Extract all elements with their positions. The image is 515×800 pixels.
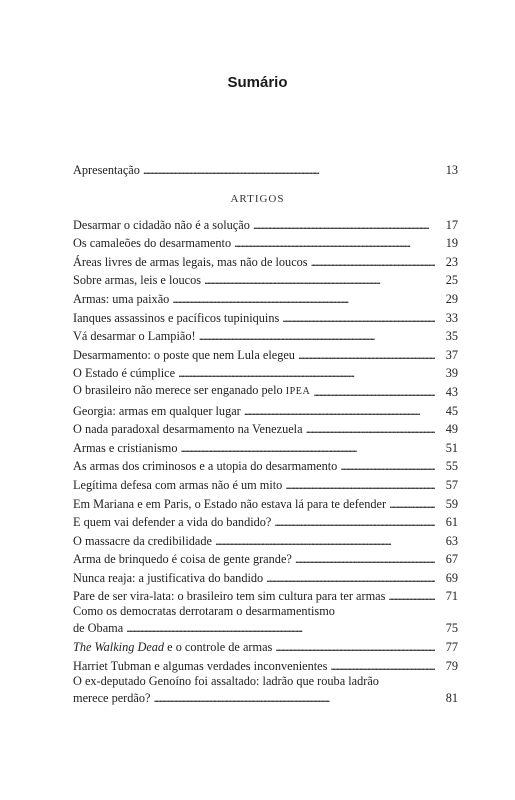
toc-entry-label: Armas e cristianismo bbox=[73, 440, 178, 455]
toc-entry-page: 51 bbox=[445, 440, 458, 455]
toc-entry-line2 bbox=[73, 619, 458, 635]
toc-entry bbox=[73, 603, 458, 635]
toc-entry bbox=[73, 492, 458, 511]
toc-entry-label: Em Mariana e em Paris, o Estado não estava lá para te defender bbox=[73, 496, 387, 511]
toc-entry-label bbox=[73, 640, 272, 654]
toc-entry-page: 43 bbox=[445, 384, 458, 399]
toc-entry-page: 57 bbox=[445, 477, 458, 492]
page-title: Sumário bbox=[227, 74, 288, 91]
toc-entry-page: 81 bbox=[445, 690, 458, 705]
leader-dots bbox=[311, 255, 435, 269]
toc-entry-label-line2: de Obama bbox=[73, 621, 124, 636]
italic-title: The Walking Dead bbox=[73, 640, 165, 655]
toc-entry-label-rest: e o controle de armas bbox=[164, 640, 273, 655]
leader-dots bbox=[306, 422, 435, 436]
toc-entry-page: 79 bbox=[445, 658, 458, 673]
toc-entry-label: Áreas livres de armas legais, mas não de loucos bbox=[73, 254, 308, 269]
toc-entry bbox=[73, 585, 458, 604]
toc-entry bbox=[73, 213, 458, 232]
leader-dots bbox=[285, 478, 435, 492]
toc-entry-label: O nada paradoxal desarmamento na Venezuela bbox=[73, 422, 303, 437]
toc-entry-page: 59 bbox=[445, 496, 458, 511]
toc-entry-label: Ianques assassinos e pacíficos tupiniquins bbox=[73, 310, 280, 325]
toc-entry-page: 13 bbox=[445, 162, 458, 177]
toc-entry-page: 33 bbox=[445, 310, 458, 325]
toc-entry bbox=[73, 325, 458, 344]
leader-dots bbox=[282, 311, 435, 325]
toc-entry bbox=[73, 511, 458, 530]
toc-entry bbox=[73, 380, 458, 399]
small-caps-acronym: IPEA bbox=[285, 385, 311, 397]
leader-dots bbox=[234, 236, 435, 250]
toc-entry bbox=[73, 399, 458, 418]
leader-dots bbox=[388, 589, 435, 603]
toc-list bbox=[73, 213, 458, 705]
leader-dots bbox=[266, 571, 435, 585]
leader-dots bbox=[244, 404, 435, 418]
leader-dots bbox=[215, 534, 435, 548]
toc-entry bbox=[73, 473, 458, 492]
leader-dots bbox=[199, 329, 435, 343]
toc-entry bbox=[73, 635, 458, 654]
toc-entry bbox=[73, 654, 458, 673]
toc-entry-label: O massacre da credibilidade bbox=[73, 533, 212, 548]
toc-entry bbox=[73, 306, 458, 325]
toc-entry-label: Desarmar o cidadão não é a solução bbox=[73, 217, 250, 232]
leader-dots bbox=[295, 552, 435, 566]
leader-dots bbox=[330, 659, 435, 673]
toc-entry-page: 67 bbox=[445, 552, 458, 567]
toc-entry-page: 39 bbox=[445, 366, 458, 381]
toc-intro bbox=[73, 158, 458, 177]
toc-entry bbox=[73, 250, 458, 269]
toc-entry-page: 29 bbox=[445, 291, 458, 306]
toc-entry-line2 bbox=[73, 689, 458, 705]
toc-entry-label-text: O brasileiro não merece ser enganado pelo bbox=[73, 382, 286, 397]
toc-entry-page: 63 bbox=[445, 533, 458, 548]
toc-entry-label: Nunca reaja: a justificativa do bandido bbox=[73, 570, 264, 585]
toc-entry-page: 71 bbox=[445, 589, 458, 604]
toc-entry-label: Pare de ser vira-lata: o brasileiro tem sim cultura para ter armas bbox=[73, 589, 386, 604]
toc-entry-page: 23 bbox=[445, 254, 458, 269]
toc-entry-label: Arma de brinquedo é coisa de gente grande? bbox=[73, 552, 292, 567]
toc-entry-label: Georgia: armas em qualquer lugar bbox=[73, 403, 241, 418]
toc-entry-page: 45 bbox=[445, 403, 458, 418]
leader-dots bbox=[204, 273, 435, 287]
toc-entry-page: 17 bbox=[445, 217, 458, 232]
toc-entry-page: 49 bbox=[445, 422, 458, 437]
leader-dots bbox=[178, 366, 435, 380]
toc-entry-label: Desarmamento: o poste que nem Lula elegeu bbox=[73, 347, 295, 362]
toc-entry-label-line1: Como os democratas derrotaram o desarmamentismo bbox=[73, 604, 335, 619]
toc-entry-label: Apresentação bbox=[73, 162, 140, 177]
toc-entry-label: Harriet Tubman e algumas verdades inconvenientes bbox=[73, 658, 328, 673]
toc-entry-page: 75 bbox=[445, 621, 458, 636]
toc-entry-label: Vá desarmar o Lampião! bbox=[73, 329, 196, 344]
leader-dots bbox=[253, 218, 435, 232]
toc-entry-page: 61 bbox=[445, 515, 458, 530]
toc-entry-label-line1: O ex-deputado Genoíno foi assaltado: ladrão que rouba ladrão bbox=[73, 673, 379, 688]
toc-entry bbox=[73, 673, 458, 705]
leader-dots bbox=[274, 515, 435, 529]
leader-dots bbox=[389, 497, 435, 511]
toc-entry bbox=[73, 529, 458, 548]
toc-entry-label: Sobre armas, leis e loucos bbox=[73, 273, 202, 288]
toc-entry-label: Armas: uma paixão bbox=[73, 291, 170, 306]
leader-dots bbox=[340, 459, 435, 473]
toc-entry bbox=[73, 418, 458, 437]
toc-entry-page: 55 bbox=[445, 459, 458, 474]
toc-entry bbox=[73, 455, 458, 474]
toc-entry bbox=[73, 362, 458, 381]
toc-entry bbox=[73, 287, 458, 306]
leader-dots bbox=[153, 691, 435, 705]
toc-entry-label bbox=[73, 383, 310, 399]
toc-entry bbox=[73, 436, 458, 455]
toc-entry-label: E quem vai defender a vida do bandido? bbox=[73, 515, 272, 530]
leader-dots bbox=[313, 385, 435, 399]
toc-entry-page: 69 bbox=[445, 570, 458, 585]
toc-entry-label: O Estado é cúmplice bbox=[73, 366, 176, 381]
section-heading: ARTIGOS bbox=[230, 193, 285, 205]
leader-dots bbox=[126, 621, 435, 635]
toc-entry-page: 37 bbox=[445, 347, 458, 362]
leader-dots bbox=[143, 163, 435, 177]
leader-dots bbox=[298, 348, 435, 362]
toc-entry-label: Legítima defesa com armas não é um mito bbox=[73, 477, 283, 492]
toc-entry bbox=[73, 548, 458, 567]
toc-entry bbox=[73, 269, 458, 288]
toc-entry bbox=[73, 232, 458, 251]
leader-dots bbox=[275, 640, 435, 654]
leader-dots bbox=[172, 292, 435, 306]
leader-dots bbox=[181, 441, 436, 455]
toc-entry bbox=[73, 158, 458, 177]
toc-entry-label-line2: merece perdão? bbox=[73, 690, 151, 705]
toc-entry bbox=[73, 343, 458, 362]
toc-entry-page: 25 bbox=[445, 273, 458, 288]
toc-entry-page: 35 bbox=[445, 329, 458, 344]
toc-entry-label: As armas dos criminosos e a utopia do desarmamento bbox=[73, 459, 338, 474]
toc-entry-page: 77 bbox=[445, 640, 458, 655]
toc-entry-page: 19 bbox=[445, 236, 458, 251]
toc-entry bbox=[73, 566, 458, 585]
toc-entry-label: Os camaleões do desarmamento bbox=[73, 236, 232, 251]
